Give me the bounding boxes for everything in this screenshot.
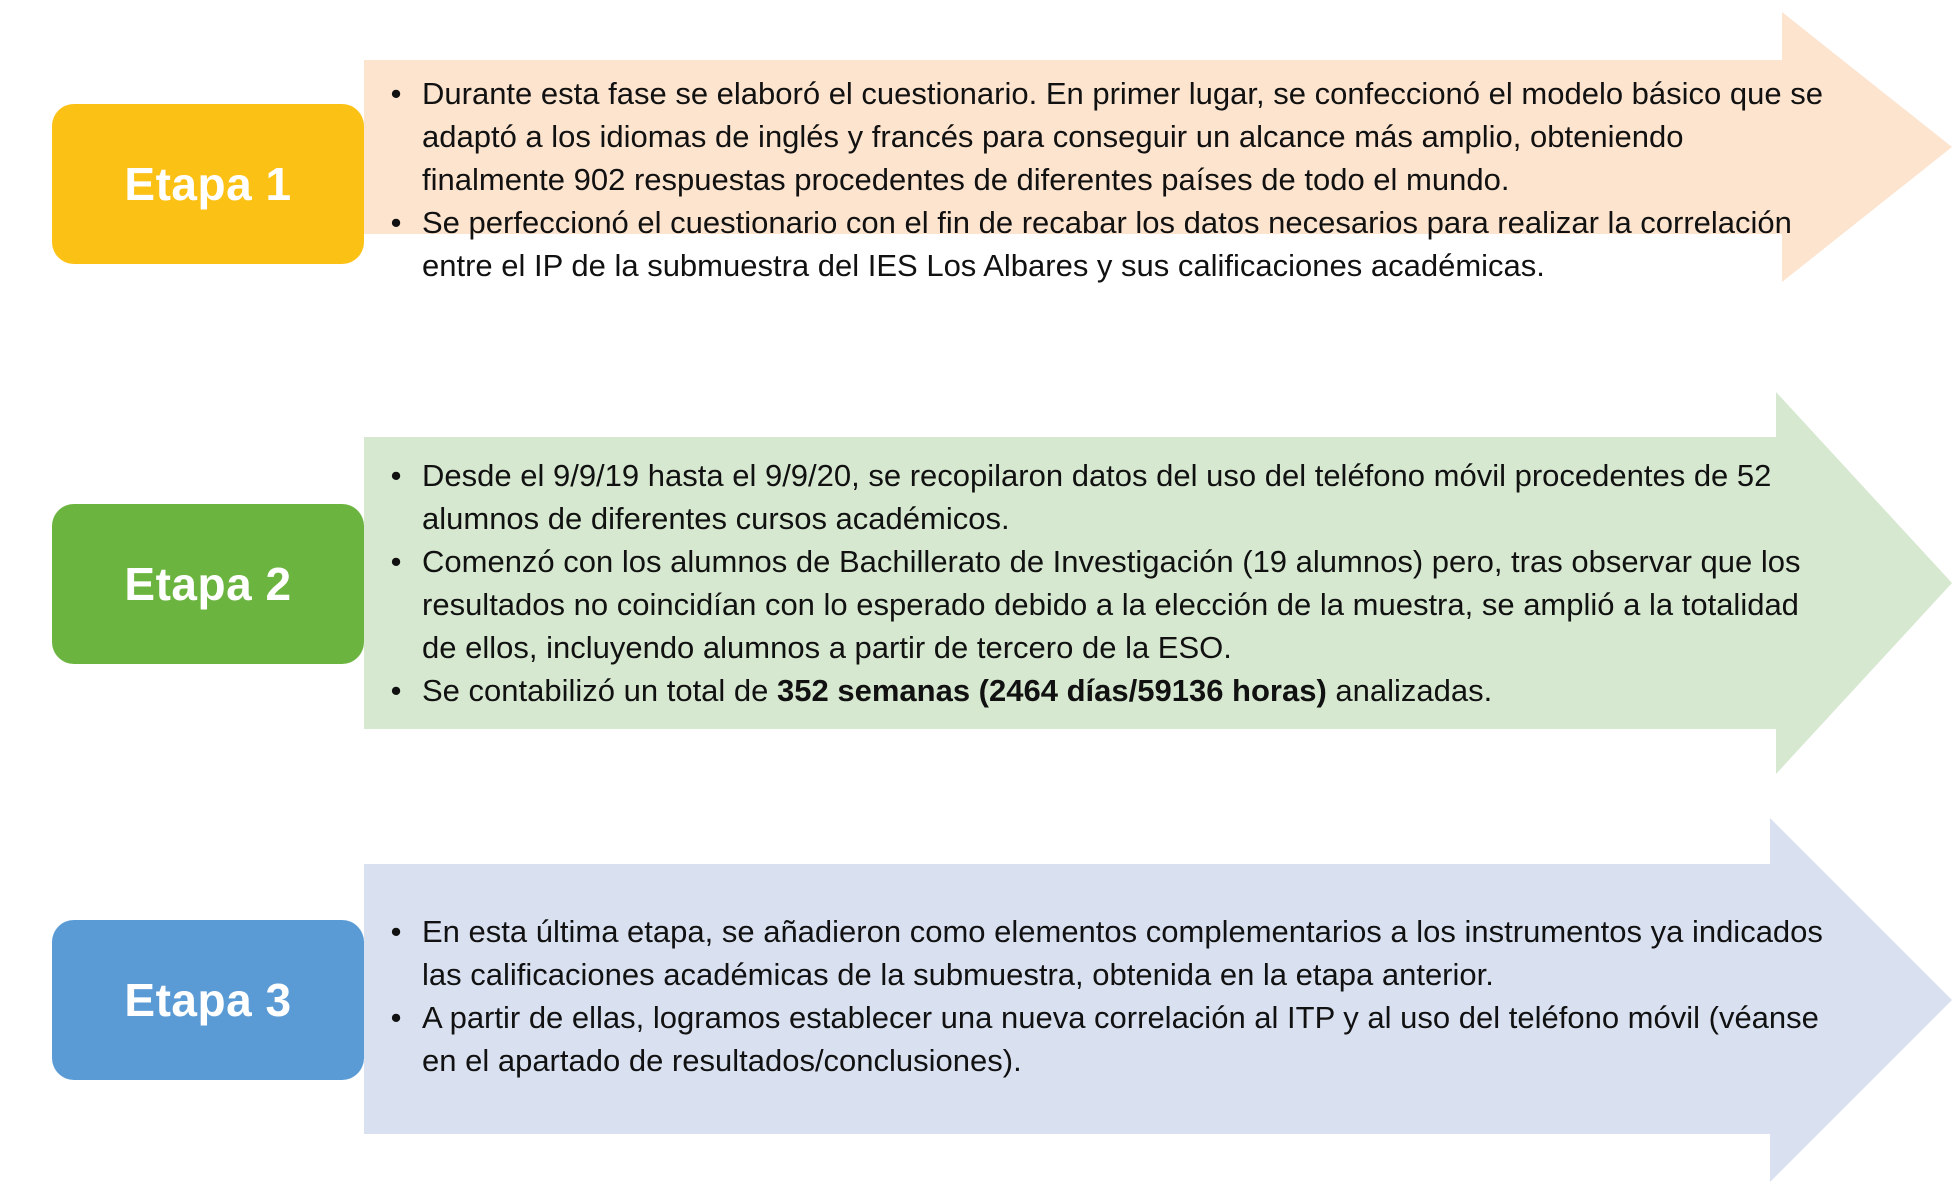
stage-3	[0, 818, 1956, 1182]
stage-3-bullet-1-text: En esta última etapa, se añadieron como elementos complementarios a los instrumentos ya indicados las calificaciones académicas de la submuestra, obtenida en la etapa anterior.	[422, 914, 1823, 992]
stage-2	[0, 392, 1956, 774]
stage-3-bullet-1	[384, 910, 1824, 996]
stage-2-label: Etapa 2	[124, 558, 292, 610]
bullet-dot: •	[390, 544, 402, 579]
stage-2-label-box	[52, 504, 364, 664]
stage-3-bullet-2	[384, 996, 1824, 1082]
stage-1-bullet-list	[384, 72, 1824, 287]
stage-2-bullet-1	[384, 454, 1824, 540]
bullet-dot: •	[390, 914, 402, 949]
bullet-dot: •	[390, 673, 402, 708]
stage-3-label-box	[52, 920, 364, 1080]
stage-2-bullet-2	[384, 540, 1824, 669]
stage-1-bullet-2	[384, 201, 1824, 287]
stage-2-bullet-1-text: Desde el 9/9/19 hasta el 9/9/20, se recopilaron datos del uso del teléfono móvil procedentes de 52 alumnos de diferentes cursos académicos.	[422, 458, 1772, 536]
stage-2-bullet-3-highlight: 352 semanas (2464 días/59136 horas)	[777, 673, 1327, 708]
stage-2-bullet-3-text-end: analizadas.	[1326, 673, 1493, 708]
bullet-dot: •	[390, 458, 402, 493]
stage-3-bullet-2-text: A partir de ellas, logramos establecer una nueva correlación al ITP y al uso del teléfono móvil (véanse en el apartado de resultados/conclusiones).	[422, 1000, 1819, 1078]
stage-3-label: Etapa 3	[124, 974, 292, 1026]
bullet-dot: •	[390, 205, 402, 240]
stage-1-label: Etapa 1	[124, 158, 292, 210]
stage-1-bullet-1-text: Durante esta fase se elaboró el cuestionario. En primer lugar, se confeccionó el modelo básico que se adaptó a los idiomas de inglés y francés para conseguir un alcance más amplio, obteniendo finalmente 902 respuestas procedentes de diferentes países de todo el mundo.	[422, 76, 1823, 197]
bullet-dot: •	[390, 1000, 402, 1035]
stage-2-bullet-list	[384, 454, 1824, 712]
stage-1-bullet-2-text: Se perfeccionó el cuestionario con el fin de recabar los datos necesarios para realizar la correlación entre el IP de la submuestra del IES Los Albares y sus calificaciones académicas.	[422, 205, 1792, 283]
stage-2-bullet-2-text: Comenzó con los alumnos de Bachillerato de Investigación (19 alumnos) pero, tras observar que los resultados no coincidían con lo esperado debido a la elección de la muestra, se amplió a la totalidad de ellos, incluyendo alumnos a partir de tercero de la ESO.	[422, 544, 1801, 665]
stage-2-bullet-3	[384, 669, 1824, 712]
stage-1-bullet-1	[384, 72, 1824, 201]
bullet-dot: •	[390, 76, 402, 111]
stage-1	[0, 12, 1956, 282]
stage-2-bullet-3-text-start: Se contabilizó un total de	[422, 673, 778, 708]
stage-1-label-box	[52, 104, 364, 264]
stage-3-bullet-list	[384, 910, 1824, 1082]
